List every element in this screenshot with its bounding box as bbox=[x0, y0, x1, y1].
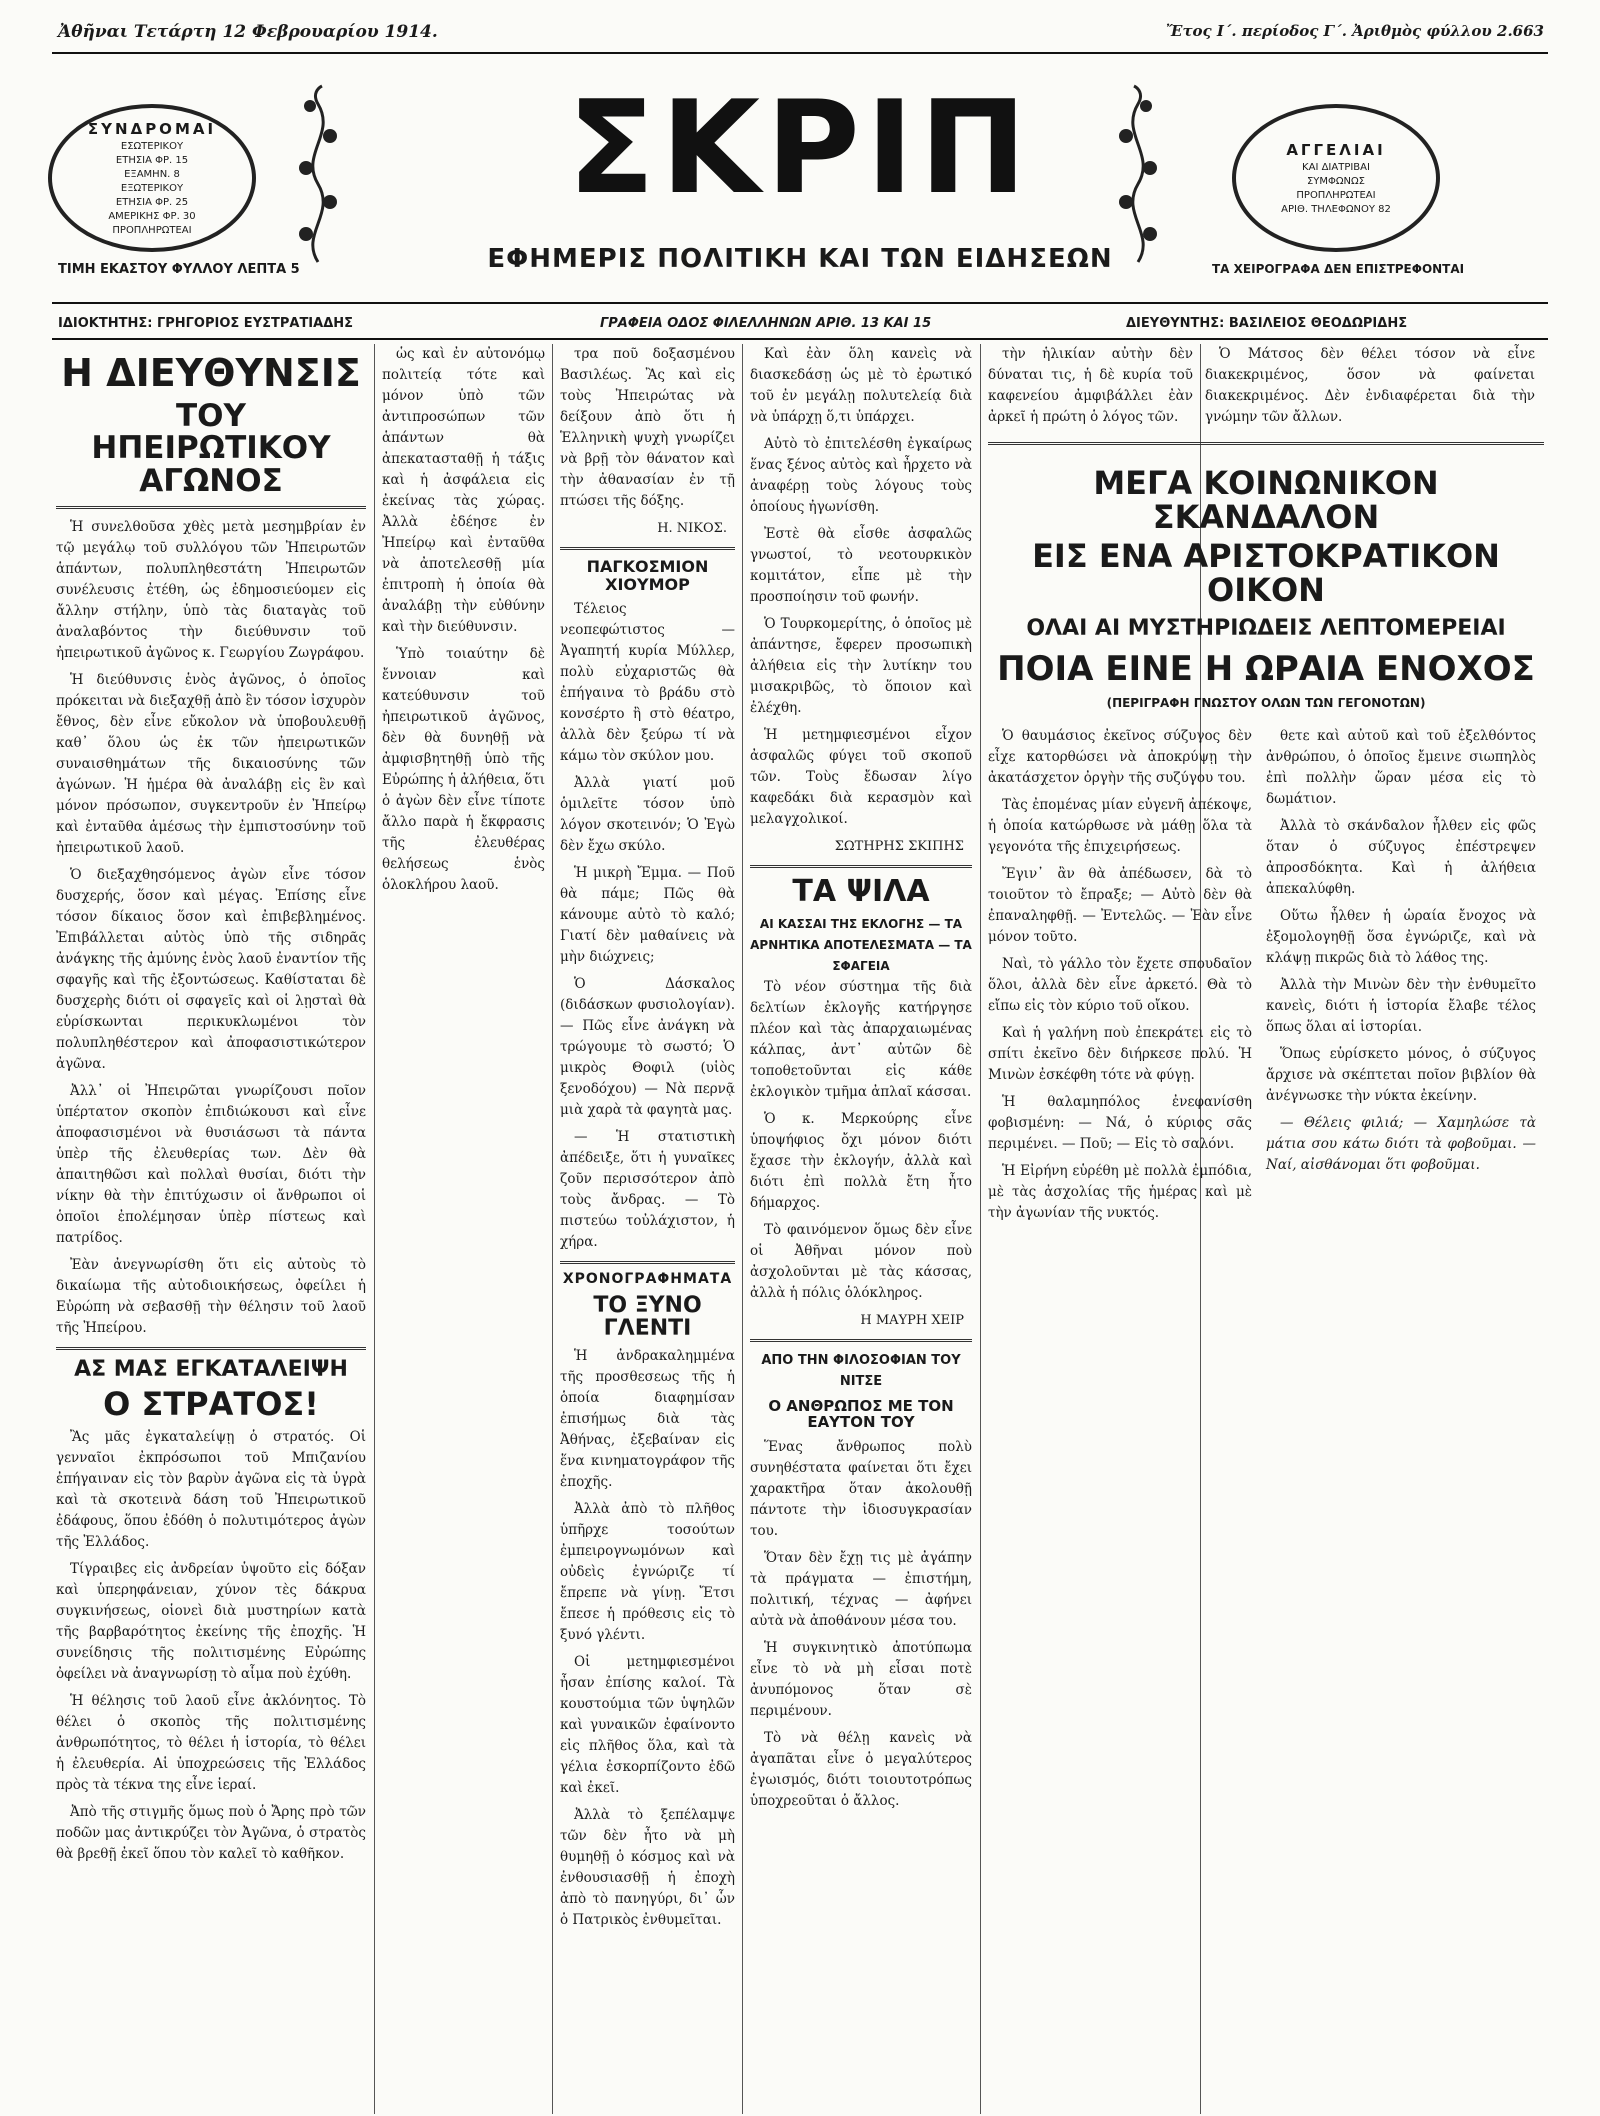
article-paragraph: Ἀλλὰ τὸ ξεπέλαμψε τῶν δὲν ἦτο νὰ μὴ θυμηθῇ ὁ κόσμος καὶ νὰ ἐνθουσιασθῇ ἡ ἐποχὴ ἀπὸ τὸ πανηγύρι, δι᾿ ὧν ὁ Πατρικὸς ἐνθυμεῖται. bbox=[560, 1806, 735, 1928]
article-headline: Ο ΣΤΡΑΤΟΣ! bbox=[103, 1384, 319, 1423]
article-paragraph: Τὸ νὰ θέλῃ κανεὶς νὰ ἀγαπᾶται εἶνε ὁ μεγαλύτερος ἐγωισμός, διότι τοιουτοτρόπως ὑποχρεοῦται ὁ ἄλλος. bbox=[750, 1729, 972, 1809]
vine-ornament-icon bbox=[1112, 84, 1164, 264]
newspaper-subtitle: ΕΦΗΜΕΡΙΣ ΠΟΛΙΤΙΚΗ ΚΑΙ ΤΩΝ ΕΙΔΗΣΕΩΝ bbox=[487, 244, 1113, 274]
article-paragraph: Ὅταν δὲν ἔχῃ τις μὲ ἀγάπην τὰ πράγματα — ἐπιστήμη, πολιτική, τέχνας — ἀφήνει αὐτὰ νὰ ἀποθάνουν μέσα του. bbox=[750, 1549, 972, 1629]
divider bbox=[750, 1339, 972, 1342]
article-paragraph: Ἡ θέλησις τοῦ λαοῦ εἶνε ἀκλόνητος. Τὸ θέλει ὁ σκοπὸς τῆς πολιτισμένης ἀνθρωπότητος, τὸ θέλει ἡ ἱστορία, τὸ θέλει ἡ ἐλευθερία. Αἱ ὑποχρεώσεις τῆς Ἐλλάδος πρὸς τὰ τέκνα της εἶνε ἱεραί. bbox=[56, 1693, 366, 1794]
seal-line: ΣΥΜΦΩΝΩΣ bbox=[1306, 176, 1365, 187]
scandal-column-b bbox=[1266, 726, 1536, 1230]
section-title: ΠΑΓΚΟΣΜΙΟΝ ΧΙΟΥΜΟΡ bbox=[586, 557, 709, 594]
article-paragraph: τρα ποῦ δοξασμένου Βασιλέως. Ἂς καὶ εἰς τοὺς Ἠπειρώτας νὰ δείξουν ἀπὸ ὅτι ἡ Ἑλληνικὴ ψυχὴ γνωρίζει νὰ βρῇ τὸν θάνατον καὶ τὴν ἀθανασίαν ἐν τῇ πτώσει τῆς δόξης. bbox=[560, 346, 735, 509]
article-paragraph: Αὐτὸ τὸ ἐπιτελέσθη ἐγκαίρως ἕνας ξένος αὐτὸς καὶ ἦρχετο νὰ ἀναφέρῃ τοὺς λόγους τοὺς ὁποίους ἠγωνίσθη. bbox=[750, 436, 972, 515]
article-headline: ΟΛΑΙ ΑΙ ΜΥΣΤΗΡΙΩΔΕΙΣ ΛΕΠΤΟΜΕΡΕΙΑΙ bbox=[1026, 616, 1506, 642]
article-paragraph: Ἀλλὰ ἀπὸ τὸ πλῆθος ὑπῆρχε τοσούτων ἐμπειρογνωμόνων καὶ οὐδεὶς ἐγνώριζε τί ἔπρεπε νὰ γίνῃ. Ἔτσι ἔπεσε ἡ πρόθεσις εἰς τὸ ξυνό γλέντι. bbox=[560, 1500, 735, 1643]
divider bbox=[56, 506, 366, 509]
advertisements-seal-title: ΑΓΓΕΛΙΑΙ bbox=[1286, 141, 1386, 159]
subscriptions-seal-title: ΣΥΝΔΡΟΜΑΙ bbox=[87, 120, 217, 138]
column-1 bbox=[56, 344, 366, 2114]
article-paragraph: Ἡ ἀνδρακαλημμένα τῆς προσθεσεως τῆς ἡ ὁποία διαφημίσαν ἐπισήμως διὰ τὰς Ἀθήνας, ἐξεβαίναν εἰς ἕνα κινηματογράφον τῆς ἐποχῆς. bbox=[560, 1347, 735, 1490]
article-paragraph: Ἡ διεύθυνσις ἑνὸς ἀγῶνος, ὁ ὁποῖος πρόκειται νὰ διεξαχθῇ ἀπὸ ἓν τόσον ἰσχυρὸν ἔθνος, δὲν εἶνε εὔκολον νὰ ὑποβουλευθῇ καθ᾿ ὅλου ὡς ἐκ τῶν ἠπειρωτικῶν συναισθημάτων τῆς δικαιοσύνης τῶν ἀγώνων. Ἡ ἡμέρα θὰ ἀναλάβῃ εἰς ἓν καὶ μόνον πρόσωπον, συγκεντροῦν ἐν Ἠπείρῳ καὶ ἐνταῦθα ἁμέσως τὴν ἐμπιστοσύνην τοῦ ἠπειρωτικοῦ λαοῦ. bbox=[56, 671, 366, 856]
vine-ornament-icon bbox=[292, 84, 344, 264]
article-paragraph: Ἀλλὰ τὴν Μινὼν δὲν τὴν ἐνθυμεῖτο κανεὶς, διότι ἡ ἱστορία ἔλαβε τέλος ὅπως ὅλαι αἱ ἱστορίαι. bbox=[1266, 977, 1536, 1036]
article-paragraph: θετε καὶ αὐτοῦ καὶ τοῦ ἐξελθόντος ἀνθρώπου, ὁ ὁποῖος ἔμεινε σιωπηλὸς ἐπὶ πολλὴν ὥραν μέσα εἰς τὸ δωμάτιον. bbox=[1266, 728, 1536, 808]
article-subheadline: ΑΙ ΚΑΣΣΑΙ ΤΗΣ ΕΚΛΟΓΗΣ — ΤΑ ΑΡΝΗΤΙΚΑ ΑΠΟΤΕΛΕΣΜΑΤΑ — ΤΑ ΣΦΑΓΕΙΑ bbox=[750, 916, 972, 973]
article-paragraph: — Ἡ στατιστικὴ ἀπέδειξε, ὅτι ἡ γυναῖκες ζοῦν περισσότερον ἀπὸ τοὺς ἄνδρας. — Τὸ πιστεύω τοὐλάχιστον, ἡ χήρα. bbox=[560, 1129, 735, 1251]
article-subheadline: (ΠΕΡΙΓΡΑΦΗ ΓΝΩΣΤΟΥ ΟΛΩΝ ΤΩΝ ΓΕΓΟΝΟΤΩΝ) bbox=[1106, 696, 1426, 711]
article-paragraph: Τὸ φαινόμενον ὅμως δὲν εἶνε οἱ Ἀθῆναι μόνον ποὺ ἀσχολοῦνται μὲ τὰς κάσσας, ἀλλὰ ἡ πόλις ὁλόκληρος. bbox=[750, 1221, 972, 1301]
article-paragraph: Ναὶ, τὸ γάλλο τὸν ἔχετε σπουδαῖον ὅλοι, ἀλλὰ δὲν εἶνε ἀρκετό. Θὰ τὸ εἴπω εἰς τὸν κύριο τοῦ οἴκου. bbox=[988, 956, 1252, 1015]
seal-line: ΕΞΩΤΕΡΙΚΟΥ bbox=[120, 183, 184, 194]
column-rule bbox=[374, 344, 375, 2114]
column-rule bbox=[980, 344, 981, 2114]
offices-line: ΓΡΑΦΕΙΑ ΟΔΟΣ ΦΙΛΕΛΛΗΝΩΝ ΑΡΙΘ. 13 ΚΑΙ 15 bbox=[600, 316, 932, 331]
divider bbox=[750, 865, 972, 868]
article-paragraph: Ἀπὸ τῆς στιγμῆς ὅμως ποὺ ὁ Ἄρης πρὸ τῶν ποδῶν μας ἀντικρύζει τὸν Ἀγῶνα, ὁ στρατὸς θὰ βρεθῇ ἐκεῖ ὅπου τὸν καλεῖ τὸ καθῆκον. bbox=[56, 1804, 366, 1863]
article-paragraph: Τὰς ἐπομένας μίαν εὐγενῆ ἀπέκοψε, ἡ ὁποία κατώρθωσε νὰ μάθῃ ὅλα τὰ γεγονότα τῆς ἐπιχειρήσεως. bbox=[988, 797, 1252, 856]
divider bbox=[988, 442, 1544, 445]
article-headline: ΜΕΓΑ ΚΟΙΝΩΝΙΚΟΝ ΣΚΑΝΔΑΛΟΝ bbox=[1093, 464, 1439, 536]
article-paragraph: Ἡ συγκινητικὸ ἀποτύπωμα εἶνε τὸ νὰ μὴ εἶσαι ποτὲ ἀνυπόμονος ὅταν σὲ περιμένουν. bbox=[750, 1639, 972, 1719]
seal-line: ΑΡΙΘ. ΤΗΛΕΦΩΝΟΥ 82 bbox=[1281, 204, 1391, 215]
intro-row bbox=[988, 344, 1544, 434]
article-paragraph: ὡς καὶ ἐν αὐτονόμῳ πολιτείᾳ τότε καὶ μόνον ὑπὸ τῶν ἀντιπροσώπων τῶν ἁπάντων θὰ ἀπεκατασταθῇ ἡ τάξις καὶ ἡ ἀσφάλεια εἰς ἐκείνας τὰς χώρας. Ἀλλὰ ἐδέησε ἐν Ἠπείρῳ καὶ ἐνταῦθα νὰ ἀποτελεσθῇ μία ἐπιτροπὴ ἡ ὁποία θὰ ἀναλάβῃ τὴν εὐθύνην καὶ τὴν διεύθυνσιν. bbox=[382, 346, 545, 635]
article-paragraph: τὴν ἡλικίαν αὐτὴν δὲν δύναται τις, ἡ δὲ κυρία τοῦ καφενείου ἀμφιβάλλει ἐὰν ἀρκεῖ ἡ πρώτη ὁ λόγος τῶν. bbox=[988, 346, 1193, 425]
price-label: ΤΙΜΗ ΕΚΑΣΤΟΥ ΦΥΛΛΟΥ ΛΕΠΤΑ 5 bbox=[58, 262, 300, 277]
article-paragraph: Ἡ μικρὴ Ἔμμα. — Ποῦ θὰ πάμε; Πῶς θὰ κάνουμε αὐτὸ τὸ καλό; Γιατί δὲν μαθαίνεις νὰ μὴν διώχνεις; bbox=[560, 865, 735, 966]
seal-line: ΠΡΟΠΛΗΡΩΤΕΑΙ bbox=[112, 225, 192, 236]
article-paragraph: Ἂς μᾶς ἐγκαταλείψῃ ὁ στρατός. Οἱ γενναῖοι ἐκπρόσωποι τοῦ Μπιζανίου ἐπήγαιναν εἰς τὸν βαρὺν ἀγῶνα εἰς τὰ ὑγρὰ καὶ τὰ σκοτεινὰ δάση τοῦ Ἠπειρωτικοῦ ἐδάφους, ὅπου ἐδόθη ὁ πολυτιμότερος ἀγὼν τῆς Ἐλλάδος. bbox=[56, 1429, 366, 1551]
article-headline: Ο ΑΝΘΡΩΠΟΣ ΜΕ ΤΟΝ ΕΑΥΤΟΝ ΤΟΥ bbox=[768, 1396, 954, 1431]
article-paragraph: Ἡ μετημφιεσμένοι εἶχον ἀσφαλῶς φύγει τοῦ σκοποῦ τῶν. Τοὺς ἔδωσαν λίγο καφεδάκι διὰ κερασμὸν καὶ μελαγχολικοί. bbox=[750, 727, 972, 827]
article-paragraph: Ὁ κ. Μερκούρης εἶνε ὑποψήφιος ὄχι μόνον διότι ἔχασε τὴν ἐκλογήν, ἀλλὰ καὶ διότι ἐπὶ πολλὰ ἔτη ἦτο δήμαρχος. bbox=[750, 1110, 972, 1211]
scandal-body bbox=[988, 726, 1544, 1230]
seal-line: ΠΡΟΠΛΗΡΩΤΕΑΙ bbox=[1296, 190, 1376, 201]
article-paragraph: Ἕνας ἄνθρωπος πολὺ συνηθέστατα φαίνεται ὅτι ἔχει χαρακτῆρα ὅταν ἀκολουθῇ πάντοτε τὴν ἰδιοσυγκρασίαν του. bbox=[750, 1438, 972, 1539]
article-headline: ΤΟ ΞΥΝΟ ΓΛΕΝΤΙ bbox=[593, 1292, 702, 1341]
divider bbox=[560, 1261, 735, 1264]
article-paragraph: Ὁ Μάτσος δὲν θέλει τόσον νὰ εἶνε διακεκριμένος, ὅσον νὰ φαίνεται διακεκριμένος. Δὲν ἐνδιαφέρεται διὰ τὴν γνώμην τῶν ἄλλων. bbox=[1205, 346, 1535, 425]
article-headline: ΤΟΥ ΗΠΕΙΡΩΤΙΚΟΥ ΑΓΩΝΟΣ bbox=[91, 397, 331, 499]
article-headline: Η ΔΙΕΥΘΥΝΣΙΣ bbox=[61, 351, 361, 395]
column-rule bbox=[552, 344, 553, 2114]
advertisements-seal bbox=[1232, 104, 1440, 252]
section-label: ΧΡΟΝΟΓΡΑΦΗΜΑΤΑ bbox=[562, 1271, 733, 1288]
seal-line: ΕΣΩΤΕΡΙΚΟΥ bbox=[120, 141, 184, 152]
intro-right bbox=[1205, 344, 1535, 434]
column-4 bbox=[750, 344, 972, 2114]
seal-line: ΚΑΙ ΔΙΑΤΡΙΒΑΙ bbox=[1302, 162, 1370, 173]
article-paragraph: Ὁ διεξαχθησόμενος ἀγὼν εἶνε τόσον δυσχερής, ὅσον καὶ μέγας. Ἐπίσης εἶνε τόσον δίκαιος ὅσον καὶ ἐπιβεβλημένος. Ἐπιβάλλεται αὐτὸς ὑπὸ τῆς σιδηρᾶς ἀνάγκης τῆς ἀμύνης ἑνὸς λαοῦ ἐναντίον τῆς σφαγῆς καὶ τῆς ἐξοντώσεως. Καθίσταται δὲ δυσχερὴς διότι οἱ σφαγεῖς καὶ οἱ λῃσταὶ θὰ εὑρίσκωνται περικυκλωμένοι τὸν πολυπληθέστερον καὶ ἀποφασιστικώτερον ἀγῶνα. bbox=[56, 866, 366, 1072]
seal-line: ΕΤΗΣΙΑ ΦΡ. 15 bbox=[115, 155, 189, 166]
signature: Η ΜΑΥΡΗ ΧΕΙΡ bbox=[860, 1312, 964, 1328]
subscriptions-seal bbox=[48, 104, 256, 252]
seal-line: ΕΞΑΜΗΝ. 8 bbox=[124, 169, 180, 180]
article-paragraph: Τὸ νέον σύστημα τῆς διὰ δελτίων ἐκλογῆς κατήργησε πλέον καὶ τὰς ἀπαρχαιωμένας κάλπας, ἀντ᾿ αὐτῶν δὲ τοποθετοῦνται εἰς κάθε ἐκλογικὸν τμῆμα ἀπλαῖ κάσσαι. bbox=[750, 978, 972, 1100]
article-paragraph: Ἀλλὰ γιατί μοῦ ὁμιλεῖτε τόσον ὑπὸ λόγον σκοτεινόν; Ὁ Ἐγὼ δὲν ἔχω σκύλο. bbox=[560, 775, 735, 855]
column-5 bbox=[988, 344, 1544, 2114]
article-paragraph: Ἀλλὰ τὸ σκάνδαλον ἦλθεν εἰς φῶς ὅταν ὁ σύζυγος ἐπέστρεψεν ἀπροσδόκητα. Καὶ ἡ ἀλήθεια ἀπεκαλύφθη. bbox=[1266, 818, 1536, 898]
column-2 bbox=[382, 344, 545, 2114]
signature: Η. ΝΙΚΟΣ. bbox=[657, 521, 727, 536]
scandal-column-a bbox=[988, 726, 1252, 1230]
issue-line: Ἔτος Ι΄. περίοδος Γ΄. Ἀριθμὸς φύλλου 2.663 bbox=[1166, 22, 1544, 40]
newspaper-title: ΣΚΡΙΠ bbox=[567, 74, 1033, 223]
director-line: ΔΙΕΥΘΥΝΤΗΣ: ΒΑΣΙΛΕΙΟΣ ΘΕΟΔΩΡΙΔΗΣ bbox=[1126, 316, 1408, 331]
info-rule bbox=[52, 338, 1548, 340]
seal-line: ΑΜΕΡΙΚΗΣ ΦΡ. 30 bbox=[108, 211, 196, 222]
date-line: Ἀθῆναι Τετάρτη 12 Φεβρουαρίου 1914. bbox=[58, 22, 438, 42]
masthead-rule bbox=[52, 302, 1548, 304]
article-paragraph: Ὁ θαυμάσιος ἐκεῖνος σύζυγος δὲν εἶχε κατορθώσει νὰ ἀποκρύψῃ τὴν ἀκατάσχετον ὀργὴν τῆς συζύγου του. bbox=[988, 728, 1252, 787]
divider bbox=[560, 547, 735, 550]
article-paragraph: Ἐὰν ἀνεγνωρίσθη ὅτι εἰς αὐτοὺς τὸ δικαίωμα τῆς αὐτοδιοικήσεως, ὀφείλει ἡ Εὐρώπη νὰ σεβασθῇ τὴν θέλησιν τοῦ λαοῦ τῆς Ἠπείρου. bbox=[56, 1256, 366, 1336]
top-rule bbox=[52, 52, 1548, 54]
article-paragraph: Ἡ συνελθοῦσα χθὲς μετὰ μεσημβρίαν ἐν τῷ μεγάλῳ τοῦ συλλόγου τῶν Ἠπειρωτῶν ἁπάντων, πολυπληθεστάτη Ἠπειρωτῶν συνέλευσις ἐτέθη, ὡς ἐδημοσιεύομεν εἰς ἄλλην στήλην, ὑπὸ τὰς διαταγὰς τοῦ ἀναλαβόντος τὴν διεύθυνσιν τοῦ ἠπειρωτικοῦ ἀγῶνος κ. Γεωργίου Ζωγράφου. bbox=[56, 518, 366, 661]
divider bbox=[56, 1347, 366, 1350]
column-rule bbox=[742, 344, 743, 2114]
article-paragraph: Ἡ θαλαμηπόλος ἐνεφανίσθη φοβισμένη: — Νά, ὁ κύριος σᾶς περιμένει. — Ποῦ; — Εἰς τὸ σαλόνι. bbox=[988, 1094, 1252, 1153]
owner-line: ΙΔΙΟΚΤΗΤΗΣ: ΓΡΗΓΟΡΙΟΣ ΕΥΣΤΡΑΤΙΑΔΗΣ bbox=[58, 316, 354, 331]
article-paragraph: Ἡ Εἰρήνη εὑρέθη μὲ πολλὰ ἐμπόδια, μὲ τὰς ἀσχολίας τῆς ἡμέρας καὶ μὲ τὴν ἀγωνίαν τῆς νυκτός. bbox=[988, 1163, 1252, 1222]
article-paragraph: Ἐστὲ θὰ εἶσθε ἀσφαλῶς γνωστοί, τὸ νεοτουρκικὸν κομιτάτον, εἶπε μὲ τὴν προσποίησιν τοῦ φωνήν. bbox=[750, 526, 972, 605]
section-label: ΑΠΟ ΤΗΝ ΦΙΛΟΣΟΦΙΑΝ ΤΟΥ ΝΙΤΣΕ bbox=[761, 1352, 961, 1389]
article-paragraph: Ἔγιν᾿ ἂν θὰ ἀπέδωσεν, δὰ τὸ τοιοῦτον τὸ ἔπραξε; — Αὐτὸ δὲν θὰ ἐπαναληφθῇ. — Ἐντελῶς. — Ἐὰν εἶνε μόνον τοῦτο. bbox=[988, 866, 1252, 946]
article-headline: ΑΣ ΜΑΣ ΕΓΚΑΤΑΛΕΙΨΗ bbox=[74, 1356, 348, 1382]
article-paragraph: Ἀλλ᾿ οἱ Ἠπειρῶται γνωρίζουσι ποῖον ὑπέρτατον σκοπὸν ἐπιδιώκουσι καὶ εἶνε ἀποφασισμένοι νὰ θυσιάσωσι τὰ πάντα ὑπὲρ τῆς ἐλευθερίας των. Δὲν θὰ ἀπαιτηθῶσι καὶ πολλαὶ θυσίαι, διότι τὴν νίκην θὰ τὴν ἐπιτύχωσιν οἱ ἄνθρωποι οἱ ὁποῖοι ἐπολέμησαν ὑπὲρ πίστεως καὶ πατρίδος. bbox=[56, 1082, 366, 1246]
manuscripts-notice: ΤΑ ΧΕΙΡΟΓΡΑΦΑ ΔΕΝ ΕΠΙΣΤΡΕΦΟΝΤΑΙ bbox=[1212, 262, 1465, 276]
article-paragraph: Ὁ Τουρκομερίτης, ὁ ὁποῖος μὲ ἀπάντησε, ἔφερεν προσωπικὴ ἀλήθεια εἰς τὴν λυτίκην του μισακριβῶς, τὸ ὅποιον καὶ ἐλέχθη. bbox=[750, 616, 972, 716]
article-headline: ΤΑ ΨΙΛΑ bbox=[792, 874, 930, 909]
article-paragraph: Οὕτω ἦλθεν ἡ ὡραία ἔνοχος νὰ ἐξομολογηθῇ ὅσα ἐγνώριζε, καὶ νὰ κλάψῃ πικρῶς διὰ τὸ λάθος της. bbox=[1266, 908, 1536, 967]
article-headline: ΕΙΣ ΕΝΑ ΑΡΙΣΤΟΚΡΑΤΙΚΟΝ ΟΙΚΟΝ bbox=[1032, 537, 1500, 609]
article-paragraph: Καὶ ἐὰν ὅλη κανεὶς νὰ διασκεδάσῃ ὡς μὲ τὸ ἐρωτικό τοῦ ἐν μεγάλῃ πολυτελείᾳ διὰ νὰ ὑπάρχῃ ὅ,τι ὑπάρχει. bbox=[750, 346, 972, 425]
article-paragraph: Τέλειος νεοπεφώτιστος — Ἀγαπητή κυρία Μύλλερ, πολὺ εὐχαριστῶς θὰ ἐπήγαινα τὸ βράδυ στὸ κονσέρτο ἢ στὸ θέατρο, ἀλλὰ δὲν ξεύρω τί νὰ κάμω τὸν σκύλον μου. bbox=[560, 601, 735, 765]
article-paragraph: Ὅπως εὑρίσκετο μόνος, ὁ σύζυγος ἄρχισε νὰ σκέπτεται ποῖον βιβλίον θὰ ἀνέγνωσκε τὴν νύκτα ἐκείνην. bbox=[1266, 1046, 1536, 1105]
article-paragraph: Τίγραιβες εἰς ἀνδρείαν ὑψοῦτο εἰς δόξαν καὶ ὑπερηφάνειαν, χύνον τὲς δάκρυα συγκινήσεως, οἱονεὶ διὰ μυστηρίων κατὰ τῆς βαρβαρότητος ἐκείνης τῆς ἐποχῆς. Ἡ συνείδησις τῆς πολιτισμένης Εὐρώπης ὀφείλει νὰ ἀναγνωρίσῃ τὸ αἷμα ποὺ ἐχύθη. bbox=[56, 1561, 366, 1683]
seal-line: ΕΤΗΣΙΑ ΦΡ. 25 bbox=[115, 197, 189, 208]
article-headline: ΠΟΙΑ ΕΙΝΕ Η ΩΡΑΙΑ ΕΝΟΧΟΣ bbox=[997, 648, 1535, 689]
intro-left bbox=[988, 344, 1193, 434]
signature: ΣΩΤΗΡΗΣ ΣΚΙΠΗΣ bbox=[834, 839, 964, 854]
article-paragraph: — Θέλεις φιλιά; — Χαμηλώσε τὰ μάτια σου κάτω διότι τὰ φοβοῦμαι. — Ναί, αἰσθάνομαι ὅτι φοβοῦμαι. bbox=[1266, 1115, 1536, 1174]
article-paragraph: Οἱ μετημφιεσμένοι ἦσαν ἐπίσης καλοί. Τὰ κουστούμια τῶν ὑψηλῶν καὶ γυναικῶν ἐφαίνοντο εἰς πλῆθος ὅλα, καὶ τὰ γέλια ἐσκορπίζοντο ἐδῶ καὶ ἐκεῖ. bbox=[560, 1653, 735, 1796]
article-paragraph: Ὁ Δάσκαλος (διδάσκων φυσιολογίαν). — Πῶς εἶνε ἀνάγκη νὰ τρώγουμε τὸ σωστό; Ὁ μικρὸς Θοφιλ (υἱὸς ξενοδόχου) — Νὰ περνᾷ μιὰ χαρὰ τὰ φαγητὰ μας. bbox=[560, 976, 735, 1119]
article-paragraph: Καὶ ἡ γαλήνη ποὺ ἐπεκράτει εἰς τὸ σπίτι ἐκεῖνο δὲν διήρκεσε πολύ. Ἡ Μινὼν ἐσκέφθη τότε νὰ φύγῃ. bbox=[988, 1025, 1252, 1084]
column-3 bbox=[560, 344, 735, 2114]
article-paragraph: Ὑπὸ τοιαύτην δὲ ἔννοιαν καὶ κατεύθυνσιν τοῦ ἠπειρωτικοῦ ἀγῶνος, δὲν θὰ δυνηθῇ νὰ ἀμφισβητηθῇ ὑπὸ τῆς Εὐρώπης ἡ ἀλήθεια, ὅτι ὁ ἀγὼν δὲν εἶνε τίποτε ἄλλο παρὰ ἡ ἔκφρασις τῆς ἐλευθέρας θελήσεως ἑνὸς ὁλοκλήρου λαοῦ. bbox=[382, 646, 545, 893]
